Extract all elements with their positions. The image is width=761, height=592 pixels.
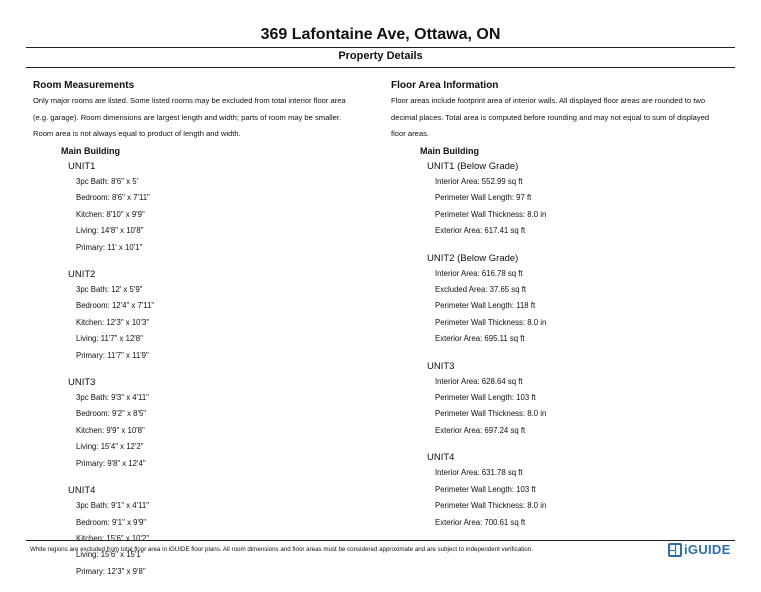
unit-name: UNIT1 [68,161,96,172]
room-dimension: Kitchen: 9'9" x 10'8" [76,425,145,435]
page-title: 369 Lafontaine Ave, Ottawa, ON [260,26,501,43]
room-dimension: Primary: 12'3" x 9'8" [76,566,146,576]
area-value: Perimeter Wall Length: 103 ft [435,484,536,494]
unit-name: UNIT4 [427,452,455,464]
area-value: Interior Area: 616.78 sq ft [435,268,523,278]
room-dimension: Primary: 11'7" x 11'9" [76,350,149,360]
area-value: Exterior Area: 695.11 sq ft [435,334,525,344]
room-dimension: 3pc Bath: 9'1" x 4'11" [76,501,149,511]
room-dimension: 3pc Bath: 12' x 5'9" [76,285,143,295]
room-dimension: Bedroom: 9'1" x 9'9" [76,517,147,527]
room-measurements-description [33,93,378,143]
floor-area-heading: Floor Area Information [391,80,499,91]
unit-block [68,376,154,472]
area-value: Exterior Area: 697.24 sq ft [435,425,526,435]
room-measurements-units [68,160,154,592]
room-dimension: Living: 15'6" x 15'1" [76,550,144,560]
unit-name: UNIT2 [68,269,96,281]
title-divider [26,47,735,48]
area-value: Exterior Area: 617.41 sq ft [435,226,526,236]
room-dimension: Bedroom: 9'2" x 8'5" [76,409,147,419]
room-dimension: Primary: 9'8" x 12'4" [76,458,146,468]
area-value: Perimeter Wall Thickness: 8.0 in [435,409,547,419]
description-line: Only major rooms are listed. Some listed rooms may be excluded from total interior floor area [33,96,346,105]
area-value: Excluded Area: 37.65 sq ft [435,285,527,295]
footer-disclaimer: White regions are excluded from total floor area in iGUIDE floor plans. All room dimensions and floor areas must be considered approximate and are subject to independent verification. [30,546,533,553]
area-value: Perimeter Wall Thickness: 8.0 in [435,501,547,511]
room-dimension: 3pc Bath: 8'6" x 5' [76,177,139,186]
logo-text: iGUIDE [684,542,731,557]
unit-name: UNIT4 [68,485,96,497]
room-measurements-heading: Room Measurements [33,80,135,91]
floor-area-description [391,93,736,143]
area-value: Perimeter Wall Thickness: 8.0 in [435,317,547,327]
room-dimension: Bedroom: 12'4" x 7'11" [76,301,155,311]
floor-area-building: Main Building [420,146,479,156]
subtitle-divider [26,67,735,68]
description-line: Room area is not always equal to product of length and width. [33,129,241,138]
footer-divider [26,540,735,541]
area-value: Interior Area: 552.99 sq ft [435,177,523,186]
room-dimension: Bedroom: 8'6" x 7'11" [76,193,150,203]
room-dimension: Kitchen: 12'3" x 10'3" [76,317,150,327]
room-dimension: Living: 11'7" x 12'8" [76,334,143,344]
room-measurements-section [33,80,378,143]
unit-block [68,268,154,364]
iguide-logo-icon [668,543,682,557]
area-value: Exterior Area: 700.61 sq ft [435,517,526,527]
unit-block [68,160,154,256]
area-value: Perimeter Wall Length: 97 ft [435,193,532,203]
unit-block [427,252,546,348]
area-value: Perimeter Wall Length: 118 ft [435,301,536,311]
unit-block [427,360,546,440]
unit-name: UNIT3 [68,377,96,389]
iguide-logo [668,542,731,557]
floor-area-section [391,80,736,143]
description-line: (e.g. garage). Room dimensions are largest length and width; parts of room may be smaller. [33,112,342,122]
description-line: Floor areas include footprint area of interior walls. All displayed floor areas are rounded to two [391,96,706,105]
unit-block [68,484,154,580]
description-line: decimal places. Total area is computed before rounding and may not equal to sum of displayed [391,112,710,122]
unit-name: UNIT2 (Below Grade) [427,252,519,264]
unit-name: UNIT1 (Below Grade) [427,161,519,172]
unit-name: UNIT3 [427,360,455,372]
unit-block [427,451,546,531]
room-dimension: Living: 15'4" x 12'2" [76,442,144,452]
description-line: floor areas. [391,129,429,138]
area-value: Perimeter Wall Thickness: 8.0 in [435,209,547,219]
area-value: Interior Area: 631.78 sq ft [435,468,523,478]
unit-block [427,160,546,240]
room-dimension: 3pc Bath: 9'3" x 4'11" [76,393,149,403]
area-value: Perimeter Wall Length: 103 ft [435,393,536,403]
room-dimension: Kitchen: 15'6" x 10'2" [76,533,150,543]
room-dimension: Kitchen: 8'10" x 9'9" [76,209,145,219]
page-subtitle: Property Details [338,50,423,62]
room-dimension: Living: 14'8" x 10'8" [76,226,144,236]
room-dimension: Primary: 11' x 10'1" [76,242,143,252]
floor-area-units [427,160,546,543]
area-value: Interior Area: 628.64 sq ft [435,376,523,386]
room-measurements-building: Main Building [61,146,120,156]
